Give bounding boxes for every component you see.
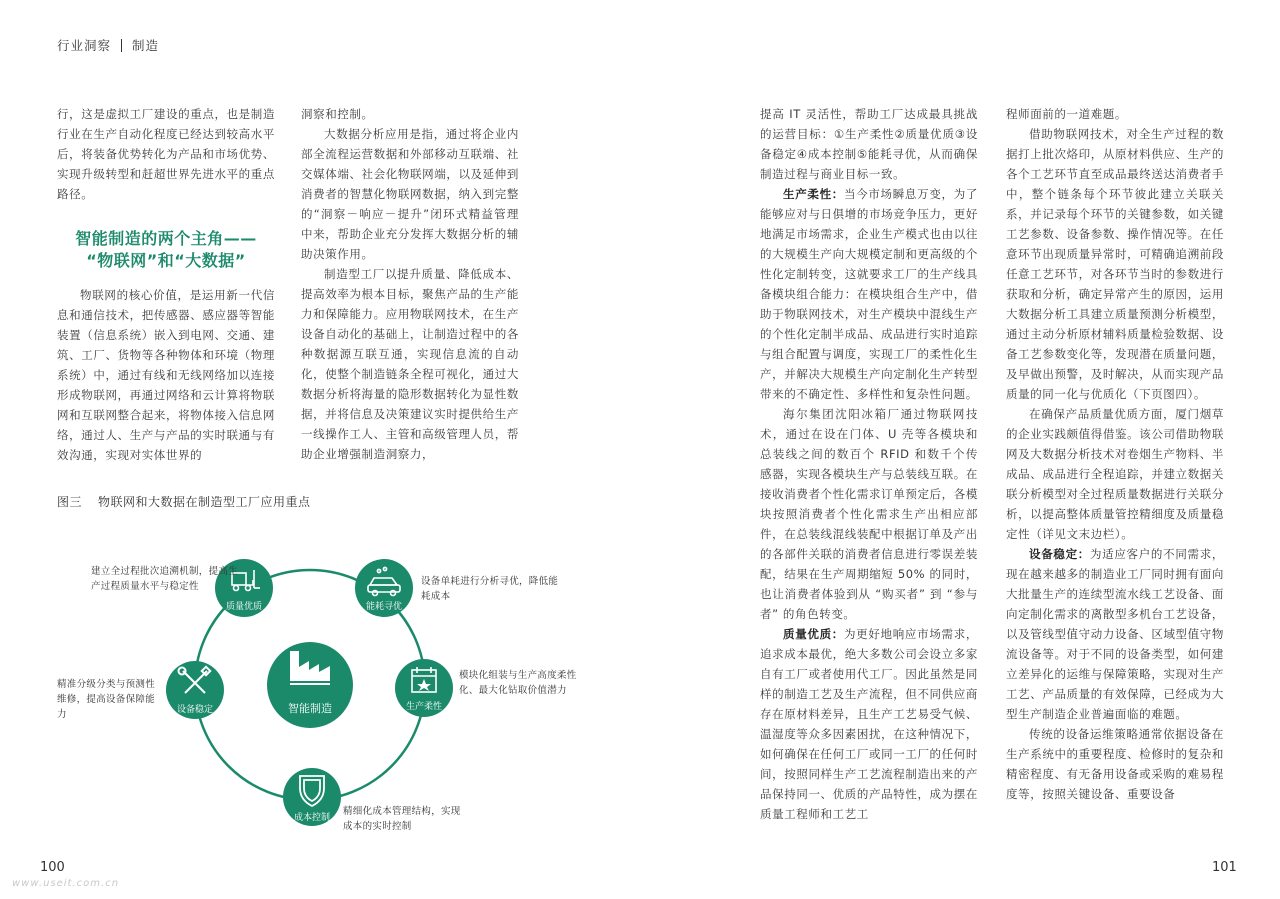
paragraph: 行，这是虚拟工厂建设的重点，也是制造行业在生产自动化程度已经达到较高水平后，将装备优势转化为产品和市场优势、实现升级转型和赶超世界先进水平的重点路径。: [57, 107, 275, 201]
section-title-line2: “物联网”和“大数据”: [86, 251, 246, 270]
node-label: 设备稳定: [176, 705, 214, 715]
right-col4: [1006, 104, 1224, 804]
node-label: 质量优质: [225, 602, 263, 612]
page-number-left: 100: [40, 860, 65, 875]
annotation-quality: 建立全过程批次追溯机制，提高生产过程质量水平与稳定性: [91, 566, 239, 592]
node-cost: [283, 768, 341, 826]
figure-label: 图三: [57, 495, 83, 509]
figure-diagram: [57, 540, 597, 850]
node-equipment: [166, 661, 224, 719]
annotation-equipment: 精准分级分类与预测性维修，提高设备保障能力: [57, 679, 156, 720]
paragraph: 程师面前的一道难题。: [1006, 107, 1127, 121]
center-node: [267, 642, 353, 728]
right-col3: [760, 104, 978, 824]
page-number-right: 101: [1212, 860, 1237, 875]
paragraph-text: 当今市场瞬息万变，为了能够应对与日俱增的市场竞争压力，更好地满足市场需求，企业生产模式也由以往的大规模生产向大规模定制和更高级的个性化定制转变，这就要求工厂的生产线具备模块组合能力：在模块组合生产中，借助于物联网技术，对生产模块中混线生产的个性化定制半成品、成品进行实时追踪与组合配置与调度，实现工厂的柔性化生产，并解决大规模生产向定制化生产转型带来的不确定性、多样性和复杂性问题。: [760, 187, 978, 401]
paragraph: 洞察和控制。: [301, 107, 374, 121]
annotation-energy: 设备单耗进行分析寻优，降低能耗成本: [421, 576, 559, 602]
node-flexibility: [395, 659, 453, 717]
paragraph: 海尔集团沈阳冰箱厂通过物联网技术，通过在设在门体、U 壳等各模块和总装线之间的数百个 RFID 和数千个传感器，实现各模块生产与总装线互联。在接收消费者个性化需求订单预定后，各模块按照消费者个性化需求生产出相应部件，在总装线混线装配中根据订单及产出的各部件关联的消费者信息进行零误差装配，结果在生产周期缩短 50% 的同时，也让消费者体验到从 “购买者” 到 “参与者” 的角色转变。: [760, 407, 978, 621]
figure-caption: [57, 493, 311, 510]
node-label: 成本控制: [293, 813, 331, 823]
header-category: 制造: [132, 38, 160, 53]
paragraph-lead: 设备稳定：: [1029, 547, 1090, 561]
left-col2: [301, 104, 519, 464]
paragraph: 传统的设备运维策略通常依据设备在生产系统中的重要程度、检修时的复杂和精密程度、有无备用设备或采购的难易程度等，按照关键设备、重要设备: [1006, 727, 1224, 801]
paragraph-text: 为适应客户的不同需求，现在越来越多的制造业工厂同时拥有面向大批量生产的连续型流水线工艺设备、面向定制化需求的离散型多机台工艺设备，以及管线型值守动力设备、区域型值守物流设备等。对于不同的设备类型，如何建立差异化的运维与保障策略，实现对生产工艺、产品质量的有效保障，已经成为大型生产制造企业普遍面临的难题。: [1006, 547, 1224, 721]
node-energy: [355, 559, 413, 617]
paragraph: 提高 IT 灵活性，帮助工厂达成最具挑战的运营目标：①生产柔性②质量优质③设备稳定④成本控制⑤能耗寻优，从而确保制造过程与商业目标一致。: [760, 107, 978, 181]
left-col1-top: [57, 104, 275, 204]
paragraph-text: 为更好地响应市场需求，追求成本最优，绝大多数公司会设立多家自有工厂或者使用代工厂。因此虽然是同样的制造工艺及生产流程，但不同供应商存在原材料差异，且生产工艺易受气候、温湿度等众多因素困扰，在这种情况下，如何确保在任何工厂或同一工厂的任何时间，按照同样生产工艺流程制造出来的产品保持同一、优质的产品特性，成为摆在质量工程师和工艺工: [760, 627, 978, 821]
node-label: 生产柔性: [405, 702, 443, 712]
paragraph: [760, 624, 978, 824]
header-section: 行业洞察: [57, 38, 112, 53]
left-col1-body: [57, 285, 275, 465]
running-header: [57, 36, 159, 54]
paragraph-lead: 生产柔性：: [783, 187, 844, 201]
paragraph: [760, 184, 978, 404]
annotation-cost: 精细化成本管理结构，实现成本的实时控制: [343, 806, 461, 832]
paragraph: [1006, 544, 1224, 724]
paragraph: 在确保产品质量优质方面，厦门烟草的企业实践颇值得借鉴。该公司借助物联网及大数据分析技术对卷烟生产物料、半成品、成品进行全程追踪，并建立数据关联分析模型对全过程质量数据进行关联分析，以提高整体质量管控精细度及质量稳定性（详见文末边栏）。: [1006, 407, 1224, 541]
paragraph: 制造型工厂以提升质量、降低成本、提高效率为根本目标，聚焦产品的生产能力和保障能力。应用物联网技术，在生产设备自动化的基础上，让制造过程中的各种数据源互联互通，实现信息流的自动化，使整个制造链条全程可视化，通过大数据分析将海量的隐形数据转化为显性数据，并将信息及决策建议实时提供给生产一线操作工人、主管和高级管理人员，帮助企业增强制造洞察力，: [301, 267, 519, 461]
section-title-line1: 智能制造的两个主角——: [75, 229, 257, 248]
center-label: 智能制造: [288, 702, 332, 715]
paragraph: 物联网的核心价值，是运用新一代信息和通信技术，把传感器、感应器等智能装置（信息系统）嵌入到电网、交通、建筑、工厂、货物等各种物体和环境（物理系统）中，通过有线和无线网络加以连接形成物联网，再通过网络和云计算将物联网和互联网整合起来，将物体接入信息网络，通过人、生产与产品的实时联通与有效沟通，实现对实体世界的: [57, 288, 275, 462]
header-divider: [121, 39, 122, 52]
paragraph: 大数据分析应用是指，通过将企业内部全流程运营数据和外部移动互联端、社交媒体端、社会化物联网端，以及延伸到消费者的智慧化物联网数据，纳入到完整的“洞察－响应－提升”闭环式精益管理中来，帮助企业充分发挥大数据分析的辅助决策作用。: [301, 127, 519, 261]
section-title: [57, 228, 275, 272]
watermark: www.useit.com.cn: [12, 878, 120, 889]
annotation-flexibility: 模块化组装与生产高度柔性化、最大化钻取价值潜力: [459, 670, 577, 696]
paragraph: 借助物联网技术，对全生产过程的数据打上批次烙印，从原材料供应、生产的各个工艺环节直至成品最终送达消费者手中，整个链条每个环节彼此建立关联关系，并记录每个环节的关键参数，如关键工艺参数、设备参数、操作情况等。在任意环节出现质量异常时，可精确追溯前段任意工艺环节，对各环节当时的参数进行获取和分析，确定异常产生的原因，运用大数据分析工具建立质量预测分析模型，通过主动分析原材辅料质量检验数据、设备工艺参数变化等，发现潜在质量问题，及早做出预警，及时解决，从而实现产品质量的同一化与优质化（下页图四）。: [1006, 127, 1224, 401]
node-label: 能耗寻优: [365, 602, 403, 612]
paragraph-lead: 质量优质：: [783, 627, 844, 641]
figure-title: 物联网和大数据在制造型工厂应用重点: [98, 495, 311, 509]
